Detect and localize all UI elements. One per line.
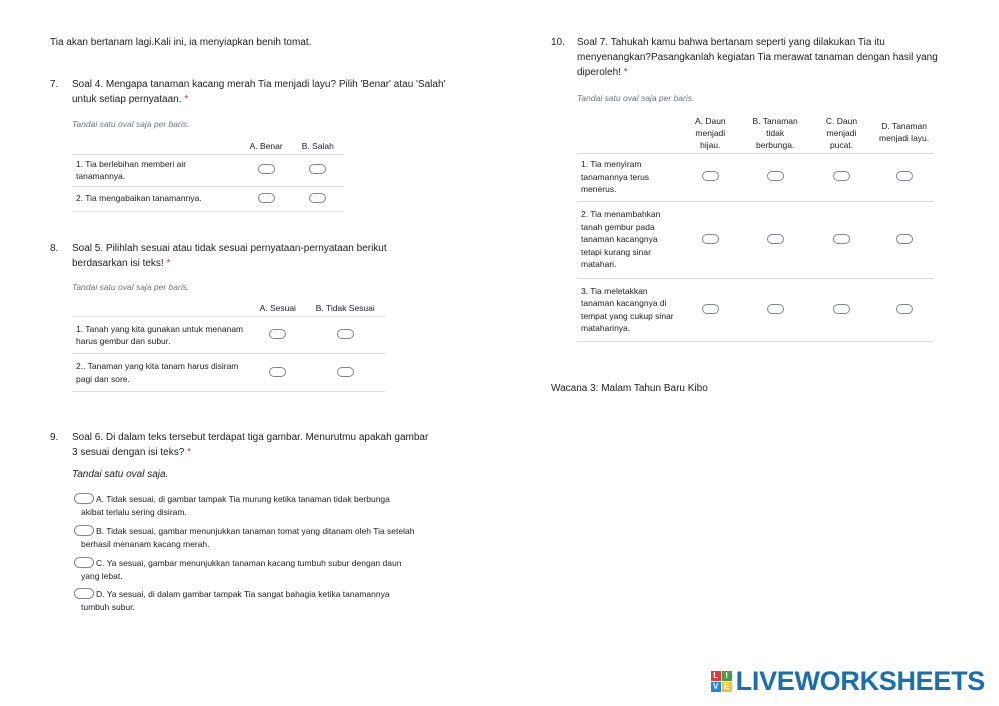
q7-text (72, 77, 445, 107)
q7-number: 7. (50, 79, 59, 90)
q7-grid (72, 137, 344, 212)
q10-row-2-l5: matahari. (581, 259, 617, 270)
q10-row-2-b-radio[interactable] (767, 234, 784, 244)
q7-row-1-label: 1. Tia berlebihan memberi air tanamannya. (72, 154, 241, 186)
q9-option-d-radio[interactable] (74, 588, 94, 599)
logo-mark-i: I (722, 671, 732, 681)
q8-row-2-tidak-sesuai-radio[interactable] (337, 367, 354, 377)
q10-text-line3: diperoleh! (577, 67, 621, 78)
q10-row-1-label (577, 153, 679, 201)
q10-col-d (874, 111, 934, 153)
q10-text (577, 35, 938, 80)
q9-option-a-line2: akibat terlalu sering disiram. (81, 507, 187, 517)
required-asterisk: * (623, 67, 628, 78)
q9-option-a-radio[interactable] (74, 493, 94, 504)
q8-row-1 (72, 317, 385, 354)
required-asterisk: * (166, 258, 171, 269)
q8-text-line2: berdasarkan isi teks! (72, 258, 164, 269)
q10-col-b-l2: tidak (766, 127, 785, 138)
q9-option-d-line1: D. Ya sesuai, di dalam gambar tampak Tia sangat bahagia ketika tanamannya (96, 589, 390, 599)
q10-col-d-l2: menjadi layu. (879, 132, 930, 143)
q8-hint: Tandai satu oval saja per baris. (72, 282, 190, 292)
q10-row-2-l4: tetapi kurang sinar (581, 246, 651, 257)
q10-row-3-l1: 3. Tia meletakkan (581, 285, 648, 296)
q10-row-1-l3: menerus. (581, 184, 617, 195)
q10-col-b-l3: berbunga. (756, 139, 795, 150)
q10-col-c-l3: pucat. (829, 139, 854, 150)
q7-row-1 (72, 154, 344, 186)
q8-row-2-sesuai-radio[interactable] (269, 367, 286, 377)
q10-row-1-a-radio[interactable] (702, 171, 719, 181)
q8-row-1-tidak-sesuai-radio[interactable] (337, 329, 354, 339)
q8-row-2-line1: 2.. Tanaman yang kita tanam harus disiram (76, 361, 239, 371)
q10-row-2-l1: 2. Tia menambahkan (581, 209, 661, 220)
q10-row-3-b-radio[interactable] (767, 304, 784, 314)
q7-col-salah: B. Salah (301, 140, 334, 151)
q7-col-benar: A. Benar (249, 140, 283, 151)
q7-row-2-label: 2. Tia mengabaikan tanamannya. (72, 186, 241, 211)
q8-row-1-line2: harus gembur dan subur. (76, 336, 171, 346)
q10-row-1-d-radio[interactable] (896, 171, 913, 181)
q8-text-line1: Soal 5. Pilihlah sesuai atau tidak sesuai pernyataan-pernyataan berikut (72, 243, 387, 254)
q10-row-1 (577, 153, 934, 201)
q9-option-d-line2: tumbuh subur. (81, 602, 135, 612)
q9-option-a-line1: A. Tidak sesuai, di gambar tampak Tia murung ketika tanaman tidak berbunga (96, 494, 390, 504)
q10-grid (577, 111, 934, 342)
q9-option-c-radio[interactable] (74, 557, 94, 568)
q10-row-1-l2: tanamannya terus (581, 171, 650, 182)
logo-text: LIVEWORKSHEETS (735, 666, 985, 696)
q9-text-line1: Soal 6. Di dalam teks tersebut terdapat tiga gambar. Menurutmu apakah gambar (72, 432, 429, 443)
q8-text (72, 241, 387, 271)
q10-row-3-label (577, 278, 679, 341)
q10-row-2-d-radio[interactable] (896, 234, 913, 244)
q9-option-c-line2: yang lebat. (81, 571, 123, 581)
q9-text-line2: 3 sesuai dengan isi teks? (72, 447, 185, 458)
q7-text-line1: Soal 4. Mengapa tanaman kacang merah Tia menjadi layu? Pilih 'Benar' atau 'Salah' (72, 79, 446, 90)
q10-row-2-c-radio[interactable] (833, 234, 850, 244)
q10-text-line2: menyenangkan?Pasangkanlah kegiatan Tia merawat tanaman dengan hasil yang (577, 52, 938, 63)
q10-row-2 (577, 201, 934, 278)
required-asterisk: * (187, 447, 191, 458)
q7-text-line2: untuk setiap pernyataan. (72, 94, 182, 105)
q8-number: 8. (50, 243, 59, 254)
q10-hint: Tandai satu oval saja per baris. (577, 93, 695, 103)
q9-option-b-line2: berhasil menanam kacang merah. (81, 539, 210, 549)
q8-row-2-label (72, 354, 250, 392)
q9-hint: Tandai satu oval saja. (72, 469, 169, 480)
q10-row-3-l2: tanaman kacangnya di (581, 298, 667, 308)
q9-option-b[interactable] (74, 525, 414, 551)
q8-row-2-line2: pagi dan sore. (76, 373, 130, 384)
q8-col-tidak-sesuai: B. Tidak Sesuai (315, 303, 375, 313)
q10-row-3-d-radio[interactable] (896, 304, 913, 314)
q10-row-3-l4: mataharinya. (581, 323, 631, 333)
q10-text-line1: Soal 7. Tahukah kamu bahwa bertanam seperti yang dilakukan Tia itu (577, 37, 885, 48)
q10-col-b-l1: B. Tanaman (752, 115, 798, 126)
q9-number: 9. (50, 432, 59, 443)
logo-mark-e: E (722, 682, 732, 692)
q9-option-c-line1: C. Ya sesuai, gambar menunjukkan tanaman kacang tumbuh subur dengan daun (96, 558, 402, 568)
logo-mark-l: L (711, 671, 721, 681)
q10-row-3-l3: tempat yang cukup sinar (581, 310, 674, 321)
q10-col-c (809, 111, 874, 153)
q9-option-d[interactable] (74, 588, 390, 614)
q9-option-b-line1: B. Tidak sesuai, gambar menunjukkan tanaman tomat yang ditanam oleh Tia setelah (96, 526, 415, 536)
q10-row-3-a-radio[interactable] (702, 304, 719, 314)
q10-col-a-l2: menjadi (695, 127, 726, 138)
liveworksheets-logo (711, 666, 985, 697)
logo-mark-icon (711, 671, 732, 692)
q9-option-b-radio[interactable] (74, 525, 94, 536)
q10-row-3 (577, 278, 934, 341)
q10-row-3-c-radio[interactable] (833, 304, 850, 314)
q8-grid (72, 300, 385, 392)
q10-col-c-l2: menjadi (826, 127, 857, 138)
section-title: Wacana 3: Malam Tahun Baru Kibo (551, 383, 708, 394)
q10-row-2-label (577, 201, 679, 278)
q10-row-2-l3: tanaman kacangnya (581, 234, 658, 245)
q9-text (72, 430, 428, 460)
q7-row-1-salah-radio[interactable] (309, 164, 326, 174)
q10-col-b (741, 111, 808, 153)
q10-row-1-c-radio[interactable] (833, 171, 850, 181)
q10-row-1-l1: 1. Tia menyiram (581, 159, 642, 170)
q10-col-a (679, 111, 741, 153)
q8-row-1-label (72, 317, 250, 354)
q9-option-c[interactable] (74, 557, 401, 583)
q10-row-2-l2: tanah gembur pada (581, 221, 655, 232)
q7-hint: Tandai satu oval saja per baris. (72, 119, 190, 129)
q9-option-a[interactable] (74, 493, 390, 519)
q8-row-2 (72, 354, 385, 392)
logo-mark-v: V (711, 682, 721, 692)
q8-row-1-line1: 1. Tanah yang kita gunakan untuk menanam (76, 323, 244, 334)
required-asterisk: * (184, 94, 189, 105)
intro-text: Tia akan bertanam lagi.Kali ini, ia menyiapkan benih tomat. (50, 37, 312, 48)
q10-col-a-l3: hijau. (700, 139, 721, 150)
q7-row-2-salah-radio[interactable] (309, 193, 326, 203)
q8-row-1-sesuai-radio[interactable] (269, 329, 286, 339)
q7-row-2 (72, 186, 344, 211)
q10-number: 10. (551, 37, 565, 48)
q10-col-a-l1: A. Daun (694, 115, 726, 126)
q8-col-sesuai: A. Sesuai (259, 303, 296, 313)
q10-col-c-l1: C. Daun (825, 115, 858, 126)
q10-col-d-l1: D. Tanaman (881, 120, 927, 131)
q7-row-2-benar-radio[interactable] (258, 193, 275, 203)
q10-row-2-a-radio[interactable] (702, 234, 719, 244)
q7-row-1-benar-radio[interactable] (258, 164, 275, 174)
q10-row-1-b-radio[interactable] (767, 171, 784, 181)
